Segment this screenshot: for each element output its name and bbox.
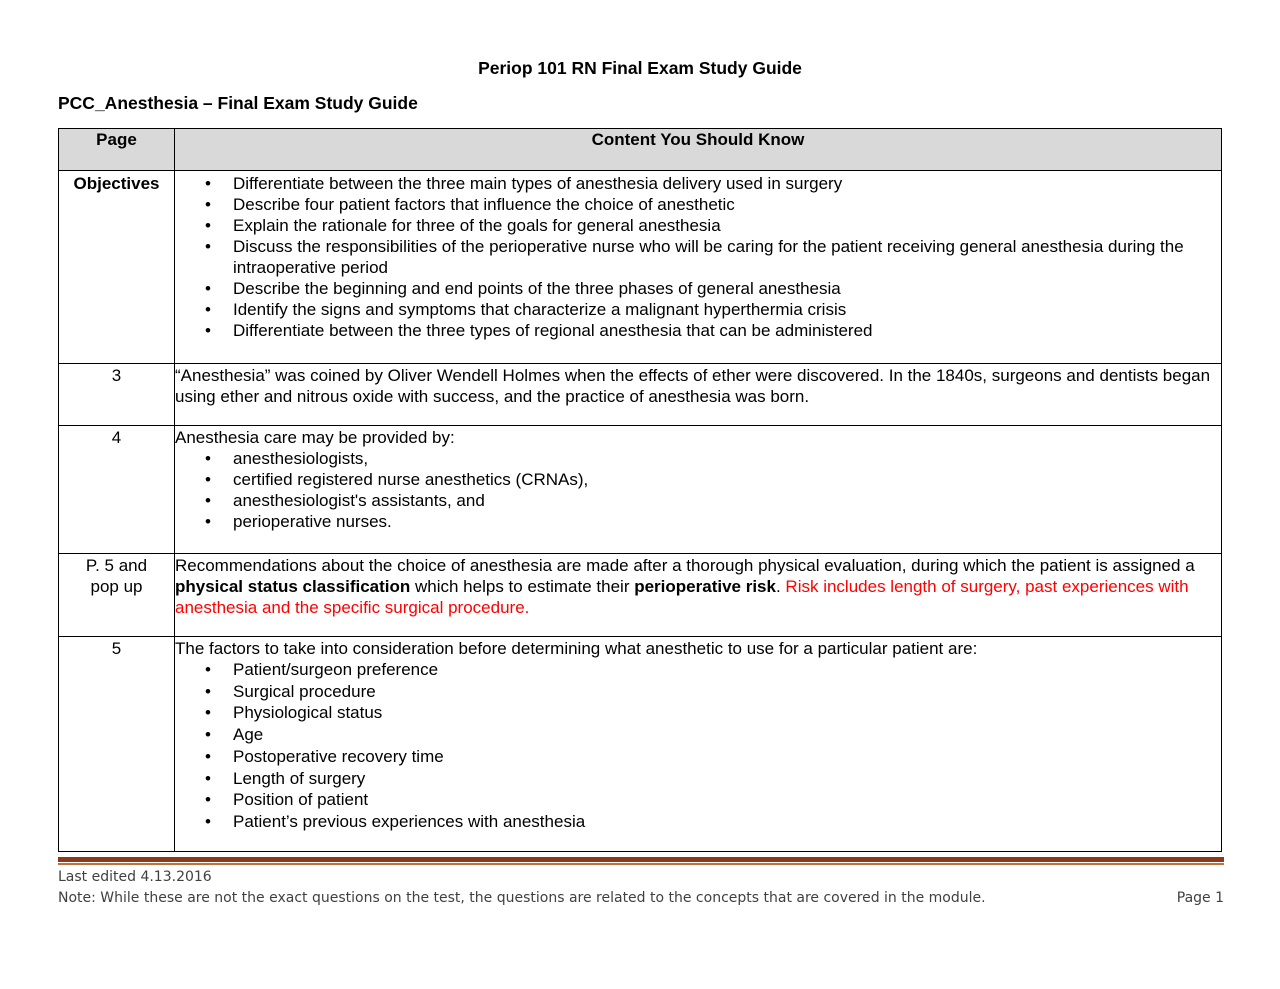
page-cell: Objectives bbox=[59, 171, 175, 364]
history-paragraph: “Anesthesia” was coined by Oliver Wendell Holmes when the effects of ether were discovered. In the 1840s, surgeons and dentists began using ether and nitrous oxide with success, and the practice of anesthesia was born. bbox=[175, 366, 1211, 406]
page-ref-line2: pop up bbox=[90, 577, 143, 596]
list-item: • Identify the signs and symptoms that characterize a malignant hyperthermia crisis bbox=[233, 299, 1221, 320]
factors-list bbox=[175, 659, 1221, 833]
content-cell bbox=[175, 637, 1222, 852]
list-item: • Patient’s previous experiences with anesthesia bbox=[233, 811, 1221, 833]
table-row bbox=[59, 637, 1222, 852]
header-page: Page bbox=[59, 129, 175, 171]
document-title: Periop 101 RN Final Exam Study Guide bbox=[478, 58, 802, 78]
perioperative-risk-term: perioperative risk bbox=[634, 577, 776, 596]
list-item: • Describe four patient factors that influence the choice of anesthetic bbox=[233, 194, 1221, 215]
page-cell: 5 bbox=[59, 637, 175, 852]
list-item: • certified registered nurse anesthetics (CRNAs), bbox=[233, 469, 1221, 490]
table-header-row bbox=[59, 129, 1222, 171]
list-item: • Patient/surgeon preference bbox=[233, 659, 1221, 681]
list-item: • anesthesiologists, bbox=[233, 448, 1221, 469]
list-item: • Surgical procedure bbox=[233, 681, 1221, 703]
providers-intro: Anesthesia care may be provided by: bbox=[175, 428, 455, 447]
table-row bbox=[59, 171, 1222, 364]
risk-note-red: Risk includes length of surgery, past experiences with anesthesia and the specific surgical procedure. bbox=[175, 577, 1189, 617]
list-item: • anesthesiologist's assistants, and bbox=[233, 490, 1221, 511]
table-row bbox=[59, 364, 1222, 426]
list-item: • Length of surgery bbox=[233, 768, 1221, 790]
footer-note: Note: While these are not the exact questions on the test, the questions are related to the concepts that are covered in the module. bbox=[58, 890, 986, 906]
page-number: Page 1 bbox=[1176, 890, 1224, 906]
content-cell bbox=[175, 364, 1222, 426]
last-edited: Last edited 4.13.2016 bbox=[58, 869, 212, 885]
list-item: • Age bbox=[233, 724, 1221, 746]
recommendations-paragraph: Recommendations about the choice of anesthesia are made after a thorough physical evaluation, during which the patient is assigned a physical status classification which helps to estimate their perioperative risk. Risk includes length of surgery, past experiences with anesthesia and the specific surgical procedure. bbox=[175, 556, 1195, 617]
header-content: Content You Should Know bbox=[175, 129, 1222, 171]
content-cell bbox=[175, 426, 1222, 554]
section-title: PCC_Anesthesia – Final Exam Study Guide bbox=[58, 93, 418, 113]
list-item: • Describe the beginning and end points of the three phases of general anesthesia bbox=[233, 278, 1221, 299]
content-cell bbox=[175, 554, 1222, 637]
list-item: • Differentiate between the three main types of anesthesia delivery used in surgery bbox=[233, 173, 1221, 194]
list-item: • Physiological status bbox=[233, 702, 1221, 724]
content-cell bbox=[175, 171, 1222, 364]
factors-intro: The factors to take into consideration before determining what anesthetic to use for a particular patient are: bbox=[175, 639, 978, 658]
page-ref-line1: P. 5 and bbox=[85, 556, 148, 575]
providers-list bbox=[175, 448, 1221, 532]
page-cell bbox=[59, 554, 175, 637]
list-item: • Postoperative recovery time bbox=[233, 746, 1221, 768]
physical-status-term: physical status classification bbox=[175, 577, 411, 596]
list-item: • Explain the rationale for three of the goals for general anesthesia bbox=[233, 215, 1221, 236]
list-item: • Position of patient bbox=[233, 789, 1221, 811]
page-footer bbox=[58, 867, 1224, 909]
page-cell: 3 bbox=[59, 364, 175, 426]
footer-rule-thin bbox=[58, 863, 1224, 865]
objectives-list bbox=[175, 173, 1221, 341]
list-item: • Differentiate between the three types of regional anesthesia that can be administered bbox=[233, 320, 1221, 341]
table-row bbox=[59, 426, 1222, 554]
list-item: • perioperative nurses. bbox=[233, 511, 1221, 532]
table-row bbox=[59, 554, 1222, 637]
list-item: • Discuss the responsibilities of the perioperative nurse who will be caring for the patient receiving general anesthesia during the intraoperative period bbox=[233, 236, 1221, 278]
page-cell: 4 bbox=[59, 426, 175, 554]
study-guide-table bbox=[58, 128, 1222, 852]
footer-rule bbox=[58, 857, 1224, 862]
